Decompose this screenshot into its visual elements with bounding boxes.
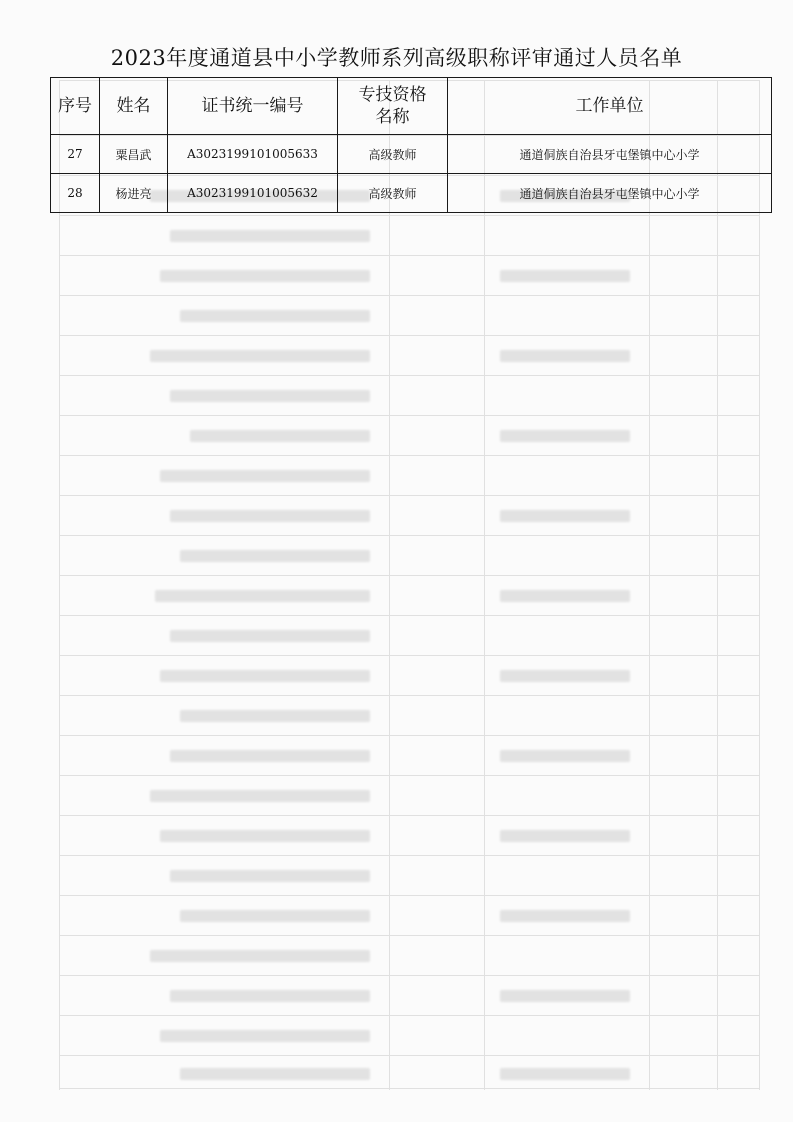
bleed-through-ghost-table <box>60 80 760 1090</box>
cell-seq: 28 <box>51 174 100 213</box>
cell-seq: 27 <box>51 135 100 174</box>
cell-cert-no: A3023199101005633 <box>168 135 338 174</box>
cell-qualification: 高级教师 <box>338 174 448 213</box>
table-header-row <box>51 78 772 135</box>
table-row <box>51 135 772 174</box>
header-seq: 序号 <box>51 78 100 135</box>
header-qualification-line1: 专技资格 <box>358 85 427 105</box>
header-qualification <box>338 78 448 135</box>
cell-name: 杨进亮 <box>100 174 168 213</box>
cell-cert-no: A3023199101005632 <box>168 174 338 213</box>
header-cert-no: 证书统一编号 <box>168 78 338 135</box>
cell-unit: 通道侗族自治县牙屯堡镇中心小学 <box>448 174 772 213</box>
header-qualification-line2: 名称 <box>375 107 410 127</box>
header-name: 姓名 <box>100 78 168 135</box>
page-title: 2023年度通道县中小学教师系列高级职称评审通过人员名单 <box>110 46 683 70</box>
cell-unit: 通道侗族自治县牙屯堡镇中心小学 <box>448 135 772 174</box>
header-unit: 工作单位 <box>448 78 772 135</box>
cell-name: 粟昌武 <box>100 135 168 174</box>
cell-qualification: 高级教师 <box>338 135 448 174</box>
table-row <box>51 174 772 213</box>
roster-table <box>50 77 772 213</box>
